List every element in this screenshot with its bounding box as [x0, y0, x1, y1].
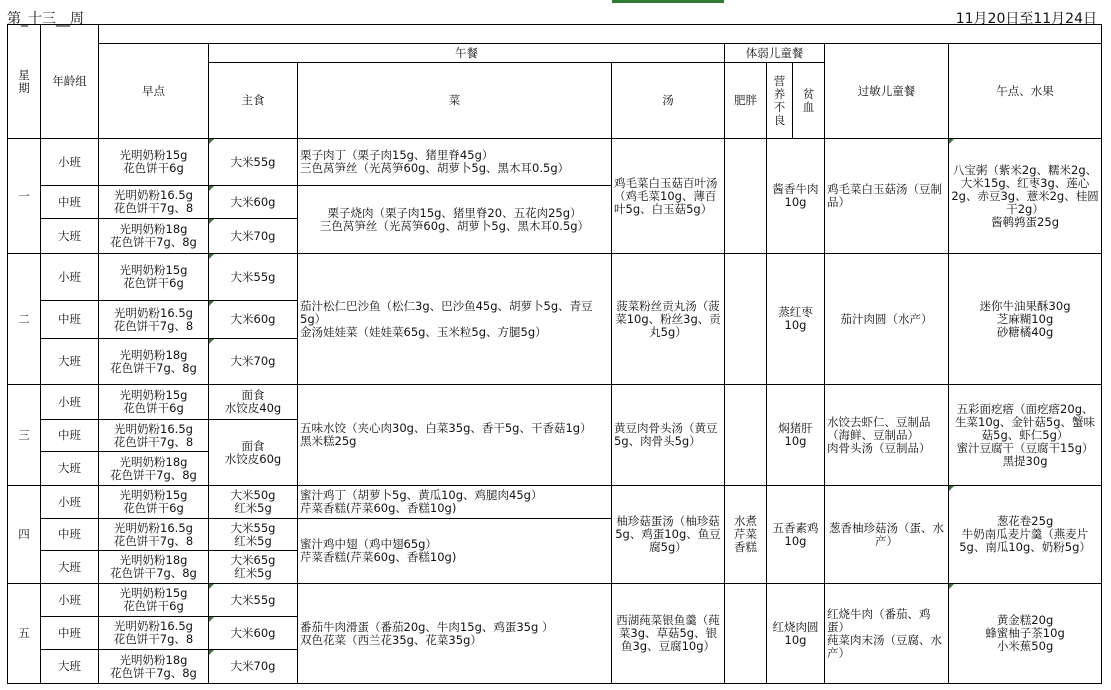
- col-header-anemia: 贫 血: [793, 63, 825, 139]
- col-header-breakfast: 早点: [99, 44, 209, 139]
- day-cell: 二: [8, 254, 41, 385]
- snack-cell: 黄金糕20g 蜂蜜柚子茶10g 小米蕉50g: [949, 584, 1102, 684]
- snack-cell: 葱花卷25g 牛奶南瓜麦片羹（燕麦片5g、南瓜10g、奶粉5g）: [949, 486, 1102, 584]
- snack-cell: 五彩面疙瘩（面疙瘩20g、生菜10g、金针菇5g、蟹味菇5g、虾仁5g） 蜜汁豆腐干（豆腐干15g） 黑提30g: [949, 385, 1102, 486]
- age-cell: 中班: [41, 186, 99, 219]
- date-range: 11月20日至11月24日: [955, 11, 1097, 27]
- dish-cell: 蜜汁鸡中翅（鸡中翅65g） 芹菜香糕(芹菜60g、香糕10g): [298, 519, 612, 584]
- col-header-staple: 主食: [209, 63, 298, 139]
- age-cell: 大班: [41, 551, 99, 584]
- week-label: 第_十三__周: [7, 11, 84, 27]
- staple-cell: 大米55g: [209, 139, 298, 186]
- col-header-snack: 午点、水果: [949, 44, 1102, 139]
- col-header-dish: 菜: [298, 63, 612, 139]
- col-header-lunch: 午餐: [209, 44, 725, 63]
- staple-cell: 大米50g 红米5g: [209, 486, 298, 519]
- soup-cell: 柚珍菇蛋汤（柚珍菇5g、鸡蛋10g、鱼豆腐5g）: [612, 486, 725, 584]
- age-cell: 中班: [41, 519, 99, 551]
- staple-cell: 大米70g: [209, 339, 298, 385]
- snack-cell: 迷你牛油果酥30g 芝麻糊10g 砂糖橘40g: [949, 254, 1102, 385]
- breakfast-cell: 光明奶粉18g 花色饼干7g、8g: [99, 650, 209, 684]
- allergy-cell: 红烧牛肉（番茄、鸡蛋） 莼菜肉末汤（豆腐、水产）: [825, 584, 949, 684]
- breakfast-cell: 光明奶粉18g 花色饼干7g、8g: [99, 339, 209, 385]
- age-cell: 小班: [41, 385, 99, 420]
- age-cell: 大班: [41, 219, 99, 254]
- staple-cell: 面食 水饺皮60g: [209, 420, 298, 486]
- age-cell: 大班: [41, 452, 99, 486]
- obese-cell: [725, 584, 767, 684]
- weak-meal-cell: 焖猪肝 10g: [767, 385, 825, 486]
- header-spacer: [99, 25, 1102, 44]
- allergy-cell: 茄汁肉圆（水产）: [825, 254, 949, 385]
- staple-cell: 大米60g: [209, 186, 298, 219]
- staple-cell: 大米55g 红米5g: [209, 519, 298, 551]
- soup-cell: 菠菜粉丝贡丸汤（菠菜10g、粉丝3g、贡丸5g）: [612, 254, 725, 385]
- staple-cell: 大米65g 红米5g: [209, 551, 298, 584]
- soup-cell: 西湖莼菜银鱼羹（莼菜3g、草菇5g、银鱼3g、豆腐10g）: [612, 584, 725, 684]
- breakfast-cell: 光明奶粉15g 花色饼干6g: [99, 254, 209, 301]
- age-cell: 小班: [41, 254, 99, 301]
- col-header-obese: 肥胖: [725, 63, 767, 139]
- staple-cell: 大米70g: [209, 219, 298, 254]
- weak-meal-cell: 红烧肉圆 10g: [767, 584, 825, 684]
- age-cell: 大班: [41, 339, 99, 385]
- age-cell: 小班: [41, 486, 99, 519]
- breakfast-cell: 光明奶粉15g 花色饼干6g: [99, 139, 209, 186]
- obese-cell: 水煮 芹菜 香糕: [725, 486, 767, 584]
- age-cell: 小班: [41, 584, 99, 617]
- age-cell: 中班: [41, 301, 99, 339]
- snack-cell: 八宝粥（紫米2g、糯米2g、大米15g、红枣3g、莲心2g、赤豆3g、薏米2g、桂圆干2g） 酱鹌鹑蛋25g: [949, 139, 1102, 254]
- day-cell: 四: [8, 486, 41, 584]
- breakfast-cell: 光明奶粉15g 花色饼干6g: [99, 486, 209, 519]
- selection-marker: [612, 0, 724, 3]
- breakfast-cell: 光明奶粉16.5g 花色饼干7g、8: [99, 617, 209, 650]
- allergy-cell: 鸡毛菜白玉菇汤（豆制品）: [825, 139, 949, 254]
- age-cell: 中班: [41, 617, 99, 650]
- staple-cell: 大米70g: [209, 650, 298, 684]
- breakfast-cell: 光明奶粉18g 花色饼干7g、8g: [99, 551, 209, 584]
- weak-meal-cell: 酱香牛肉 10g: [767, 139, 825, 254]
- col-header-weak: 体弱儿童餐: [725, 44, 825, 63]
- day-cell: 五: [8, 584, 41, 684]
- age-cell: 小班: [41, 139, 99, 186]
- obese-cell: [725, 254, 767, 385]
- day-cell: 一: [8, 139, 41, 254]
- staple-cell: 大米60g: [209, 301, 298, 339]
- dish-cell: 蜜汁鸡丁（胡萝卜5g、黄瓜10g、鸡腿肉45g） 芹菜香糕(芹菜60g、香糕10g): [298, 486, 612, 519]
- breakfast-cell: 光明奶粉18g 花色饼干7g、8g: [99, 219, 209, 254]
- breakfast-cell: 光明奶粉15g 花色饼干6g: [99, 385, 209, 420]
- col-header-day: 星 期: [8, 25, 41, 139]
- col-header-allergy: 过敏儿童餐: [825, 44, 949, 139]
- col-header-age: 年龄组: [41, 25, 99, 139]
- breakfast-cell: 光明奶粉16.5g 花色饼干7g、8: [99, 519, 209, 551]
- dish-cell: 栗子肉丁（栗子肉15g、猪里脊45g） 三色莴笋丝（光莴笋60g、胡萝卜5g、黑木耳0.5g）: [298, 139, 612, 186]
- dish-cell: 五味水饺（夹心肉30g、白菜35g、香干5g、干香菇1g） 黑米糕25g: [298, 385, 612, 486]
- allergy-cell: 葱香柚珍菇汤（蛋、水产）: [825, 486, 949, 584]
- dish-cell: 栗子烧肉（栗子肉15g、猪里脊20、五花肉25g） 三色莴笋丝（光莴笋60g、胡萝卜5g、黑木耳0.5g）: [298, 186, 612, 254]
- soup-cell: 鸡毛菜白玉菇百叶汤（鸡毛菜10g、薄百叶5g、白玉菇5g）: [612, 139, 725, 254]
- staple-cell: 大米60g: [209, 617, 298, 650]
- col-header-malnutrition: 营 养 不 良: [767, 63, 793, 139]
- day-cell: 三: [8, 385, 41, 486]
- obese-cell: [725, 139, 767, 254]
- obese-cell: [725, 385, 767, 486]
- allergy-cell: 水饺去虾仁、豆制品（海鲜、豆制品） 肉骨头汤（豆制品）: [825, 385, 949, 486]
- dish-cell: 茄汁松仁巴沙鱼（松仁3g、巴沙鱼45g、胡萝卜5g、青豆5g） 金汤娃娃菜（娃娃菜65g、玉米粒5g、方腿5g）: [298, 254, 612, 385]
- breakfast-cell: 光明奶粉16.5g 花色饼干7g、8: [99, 301, 209, 339]
- breakfast-cell: 光明奶粉15g 花色饼干6g: [99, 584, 209, 617]
- breakfast-cell: 光明奶粉16.5g 花色饼干7g、8: [99, 420, 209, 452]
- staple-cell: 面食 水饺皮40g: [209, 385, 298, 420]
- soup-cell: 黄豆肉骨头汤（黄豆5g、肉骨头5g）: [612, 385, 725, 486]
- staple-cell: 大米55g: [209, 254, 298, 301]
- breakfast-cell: 光明奶粉16.5g 花色饼干7g、8: [99, 186, 209, 219]
- dish-cell: 番茄牛肉滑蛋（番茄20g、牛肉15g、鸡蛋35g ） 双色花菜（西兰花35g、花菜35g）: [298, 584, 612, 684]
- age-cell: 中班: [41, 420, 99, 452]
- weak-meal-cell: 蒸红枣 10g: [767, 254, 825, 385]
- weekly-menu-table: [7, 24, 1102, 684]
- staple-cell: 大米55g: [209, 584, 298, 617]
- weak-meal-cell: 五香素鸡 10g: [767, 486, 825, 584]
- col-header-soup: 汤: [612, 63, 725, 139]
- breakfast-cell: 光明奶粉18g 花色饼干7g、8g: [99, 452, 209, 486]
- age-cell: 大班: [41, 650, 99, 684]
